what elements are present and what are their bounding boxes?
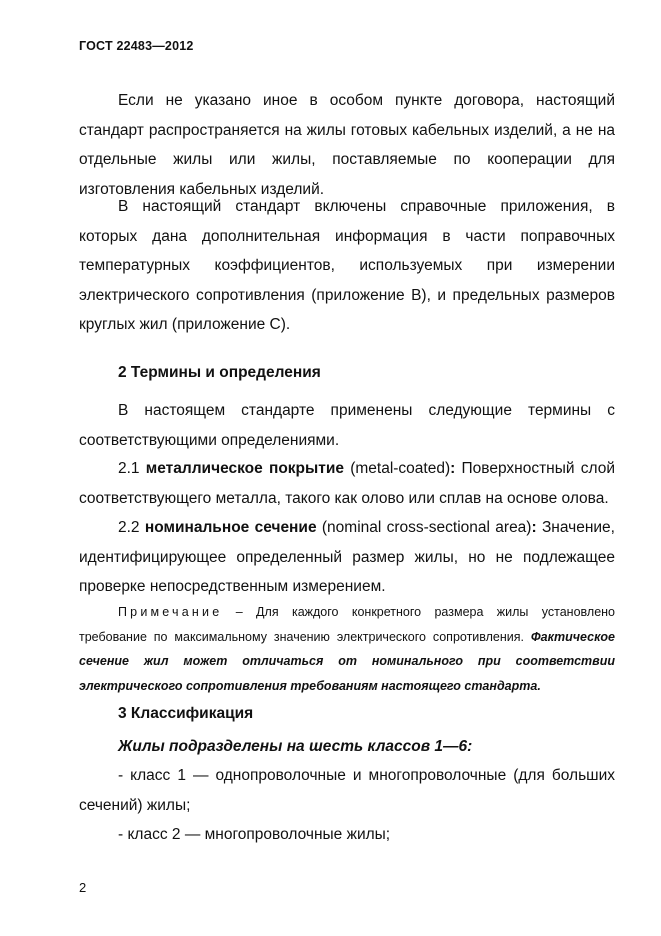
section-2-intro-text: В настоящем стандарте применены следующие термины с соответствующими определениями. <box>79 402 615 449</box>
section-3-heading: 3 Классификация <box>118 705 254 722</box>
class-item-2-text: - класс 2 — многопроволочные жилы; <box>118 826 391 843</box>
page-number: 2 <box>79 880 87 895</box>
note-label: Примечание <box>118 605 223 619</box>
term-2-1-english: (metal-coated) <box>344 460 451 477</box>
term-2-1 <box>79 454 615 513</box>
note-emphasis: Фактическое сечение жил может отличаться от номинального при соответствии электрического сопротивления требованиям настоящего стандарта. <box>79 629 615 693</box>
note-paragraph <box>79 600 615 698</box>
term-2-1-number: 2.1 <box>118 460 146 477</box>
term-2-1-definition: Поверхностный слой соответствующего металла, такого как олово или сплав на основе олова. <box>79 460 615 507</box>
term-2-2-colon: : <box>531 519 537 536</box>
term-2-2-definition: Значение, идентифицирующее определенный размер жилы, но не подлежащее проверке непосредственным измерением. <box>79 519 615 595</box>
term-2-1-colon: : <box>450 460 456 477</box>
section-2-intro <box>79 396 615 455</box>
intro-paragraph-2-text: В настоящий стандарт включены справочные приложения, в которых дана дополнительная информация в части поправочных температурных коэффициентов, используемых при измерении электрического сопротивления (приложение В), и предельных размеров круглых жил (приложение С). <box>79 198 615 333</box>
class-item-1-text: - класс 1 — однопроволочные и многопроволочные (для больших сечений) жилы; <box>79 767 615 814</box>
note-text: – Для каждого конкретного размера жилы установлено требование по максимальному значению электрического сопротивления. <box>79 605 615 644</box>
section-3-subheading: Жилы подразделены на шесть классов 1—6: <box>118 738 473 755</box>
section-2-heading: 2 Термины и определения <box>118 364 321 381</box>
document-header: ГОСТ 22483—2012 <box>79 39 194 53</box>
term-2-2-english: (nominal cross-sectional area) <box>316 519 532 536</box>
intro-paragraph-2 <box>79 192 615 340</box>
term-2-2-term: номинальное сечение <box>144 519 317 536</box>
term-2-2-number: 2.2 <box>118 519 145 536</box>
term-2-2 <box>79 513 615 602</box>
intro-paragraph-1-text: Если не указано иное в особом пункте договора, настоящий стандарт распространяется на жилы готовых кабельных изделий, а не на отдельные жилы или жилы, поставляемые по кооперации для изготовления кабельных изделий. <box>79 92 615 198</box>
intro-paragraph-1 <box>79 86 615 204</box>
class-item-2 <box>79 820 615 850</box>
term-2-1-term: металлическое покрытие <box>145 460 344 477</box>
class-item-1 <box>79 761 615 820</box>
